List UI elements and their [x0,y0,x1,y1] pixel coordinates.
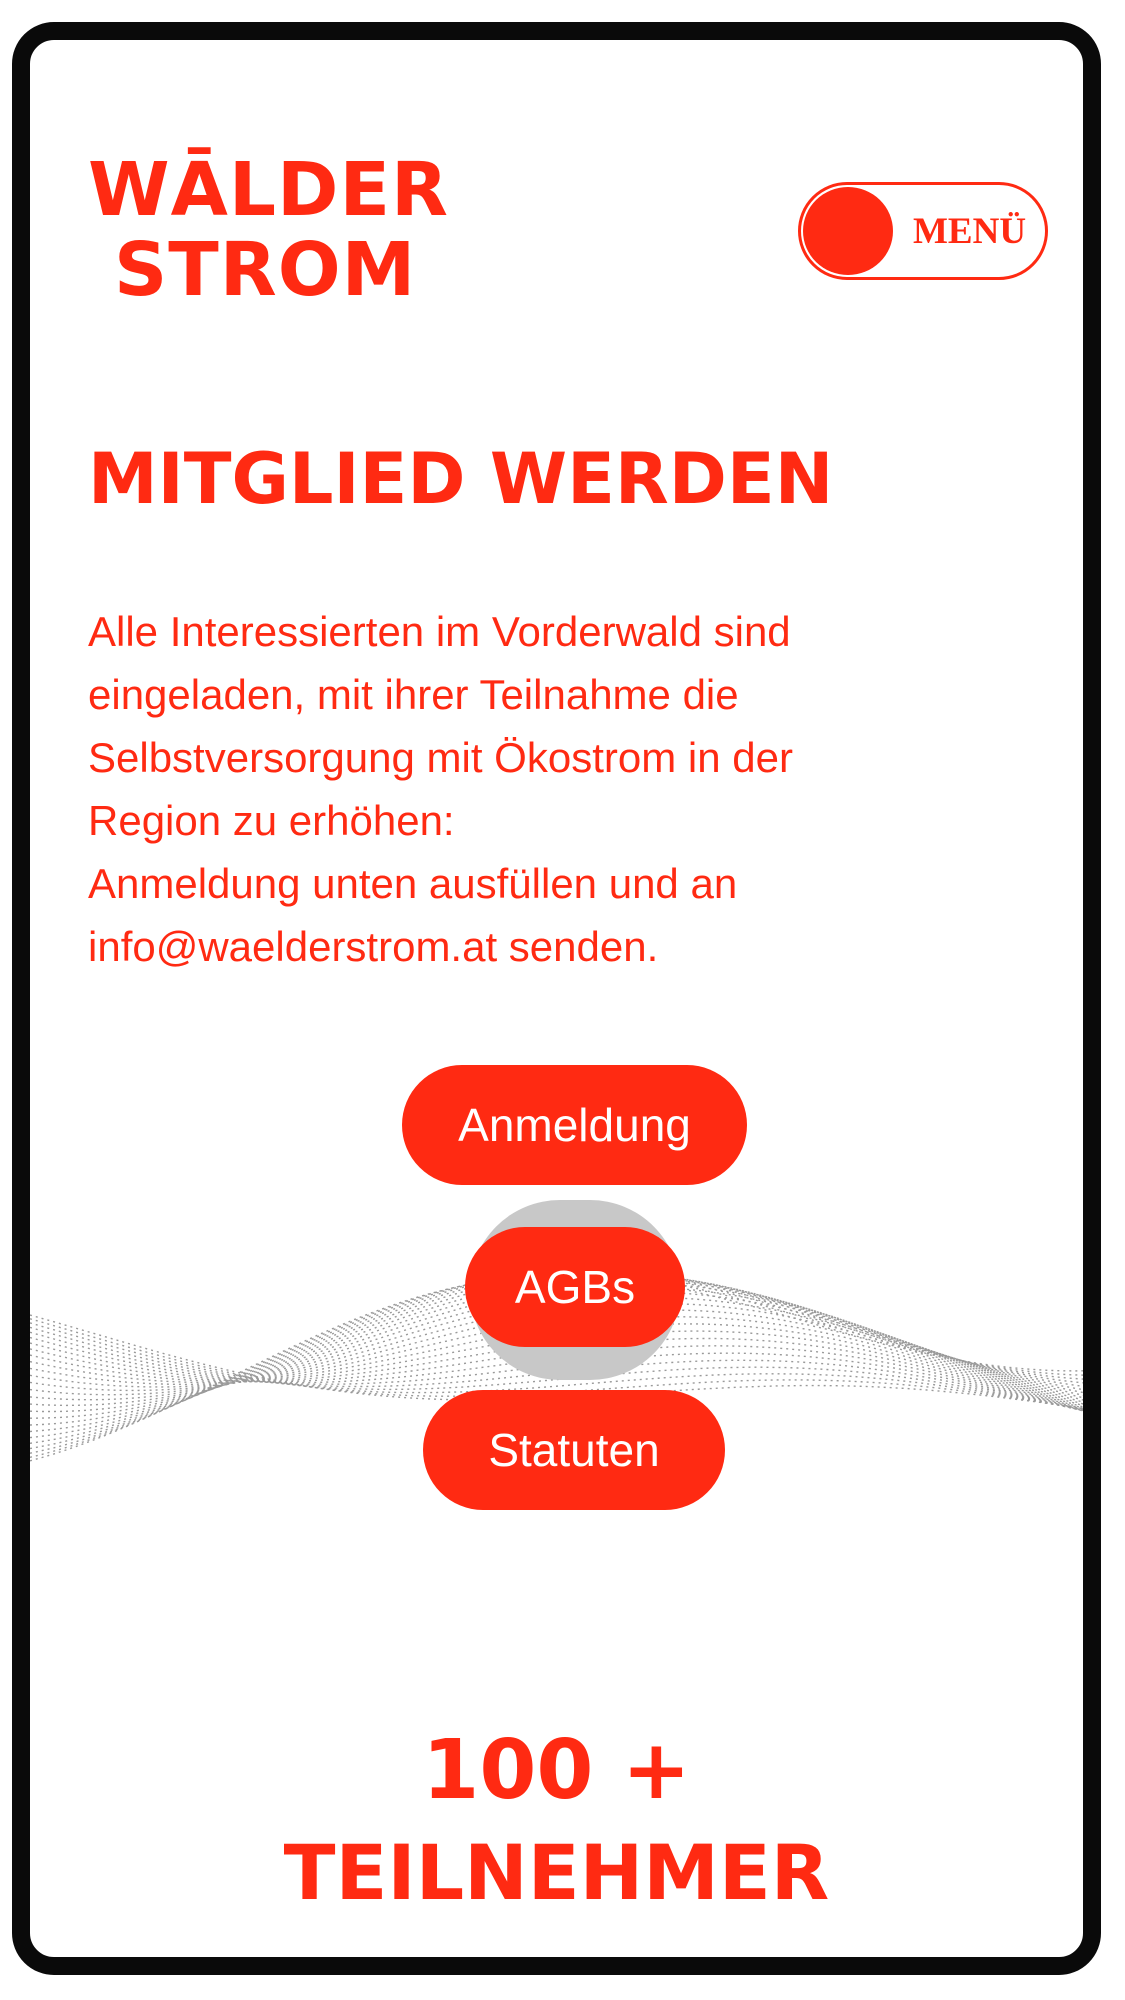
menu-toggle[interactable] [798,182,1048,280]
intro-line: eingeladen, mit ihrer Teilnahme die [88,671,739,718]
intro-line: Region zu erhöhen: [88,797,455,844]
logo-line-2: STROM [114,227,417,313]
brand-logo[interactable] [88,147,450,313]
anmeldung-button[interactable]: Anmeldung [402,1065,747,1185]
device-frame [12,22,1101,1975]
menu-label: MENÜ [913,211,1027,252]
toggle-knob [803,187,893,275]
screen [30,40,1083,1957]
page-title: MITGLIED WERDEN [88,438,834,520]
intro-line: info@waelderstrom.at senden. [88,923,659,970]
member-count-label: TEILNEHMER [283,1828,830,1917]
agbs-button[interactable]: AGBs [465,1227,685,1347]
intro-text [88,600,1018,978]
logo-line-1: WĀLDER [88,147,450,233]
member-count: 100 + [422,1723,691,1818]
intro-line: Anmeldung unten ausfüllen und an [88,860,738,907]
intro-line: Alle Interessierten im Vorderwald sind [88,608,791,655]
statuten-button[interactable]: Statuten [423,1390,725,1510]
intro-line: Selbstversorgung mit Ökostrom in der [88,734,793,781]
